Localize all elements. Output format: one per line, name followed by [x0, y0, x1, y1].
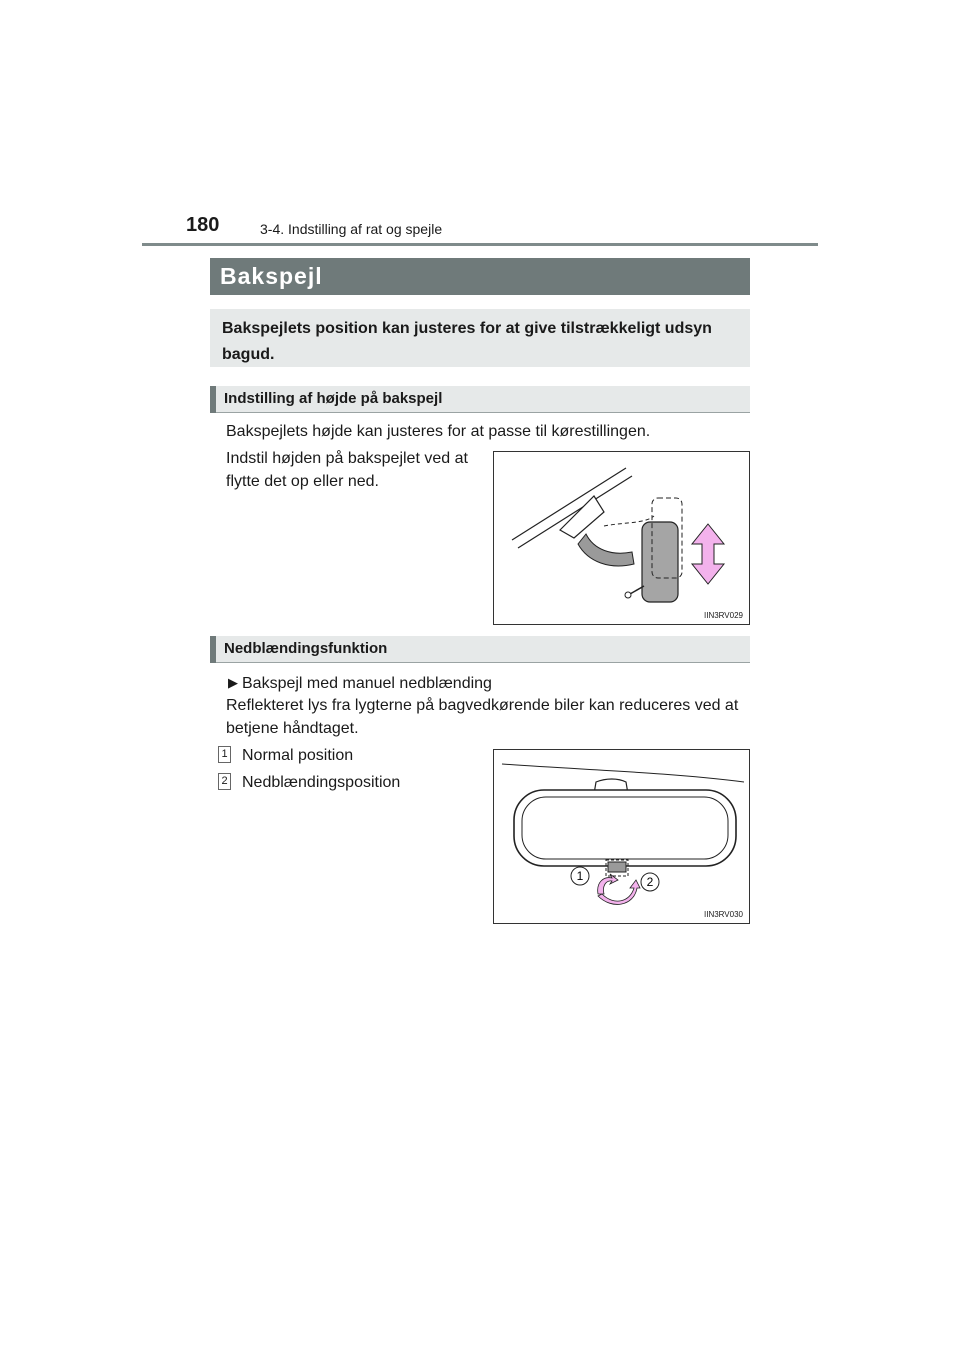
subheading-label: Nedblændingsfunktion	[224, 640, 388, 657]
header-divider	[142, 243, 818, 246]
number-badge: 1	[218, 746, 231, 763]
subheading-accent	[210, 636, 216, 663]
subheading-height	[210, 386, 750, 413]
bullet-text: Bakspejl med manuel nedblænding	[242, 675, 492, 692]
intro-text: Bakspejlets position kan justeres for at give tilstrækkeligt udsyn bagud.	[222, 320, 712, 363]
section1-instruction: Indstil højden på bakspejlet ved at flytte det op eller ned.	[226, 450, 468, 490]
triangle-bullet-icon: ▶	[228, 675, 238, 690]
section2-paragraph: Reflekteret lys fra lygterne på bagvedkørende biler kan reduceres ved at betjene håndtaget.	[226, 697, 739, 737]
bullet-item	[228, 674, 748, 694]
mirror-dimming-figure	[493, 749, 750, 924]
section-header: 3-4. Indstilling af rat og spejle	[260, 221, 443, 237]
mirror-dimming-illustration	[494, 750, 749, 923]
intro-box	[210, 309, 750, 367]
list-item	[218, 746, 231, 763]
list-item	[218, 773, 231, 790]
list-item-label: Normal position	[242, 747, 354, 764]
subheading-accent	[210, 386, 216, 413]
list-item-label: Nedblændingsposition	[242, 774, 401, 791]
page-number: 180	[186, 214, 220, 236]
page-title: Bakspejl	[220, 263, 323, 289]
number-badge: 2	[218, 773, 231, 790]
mirror-height-figure	[493, 451, 750, 625]
subheading-label: Indstilling af højde på bakspejl	[224, 390, 443, 407]
subheading-dimming	[210, 636, 750, 663]
figure-code: IIN3RV030	[704, 910, 743, 919]
figure-code: IIN3RV029	[704, 611, 743, 620]
mirror-height-illustration	[494, 452, 749, 624]
callout-1: 1	[576, 869, 584, 883]
section1-paragraph: Bakspejlets højde kan justeres for at passe til kørestillingen.	[226, 423, 651, 440]
title-bar	[210, 258, 750, 295]
callout-2: 2	[646, 875, 654, 889]
